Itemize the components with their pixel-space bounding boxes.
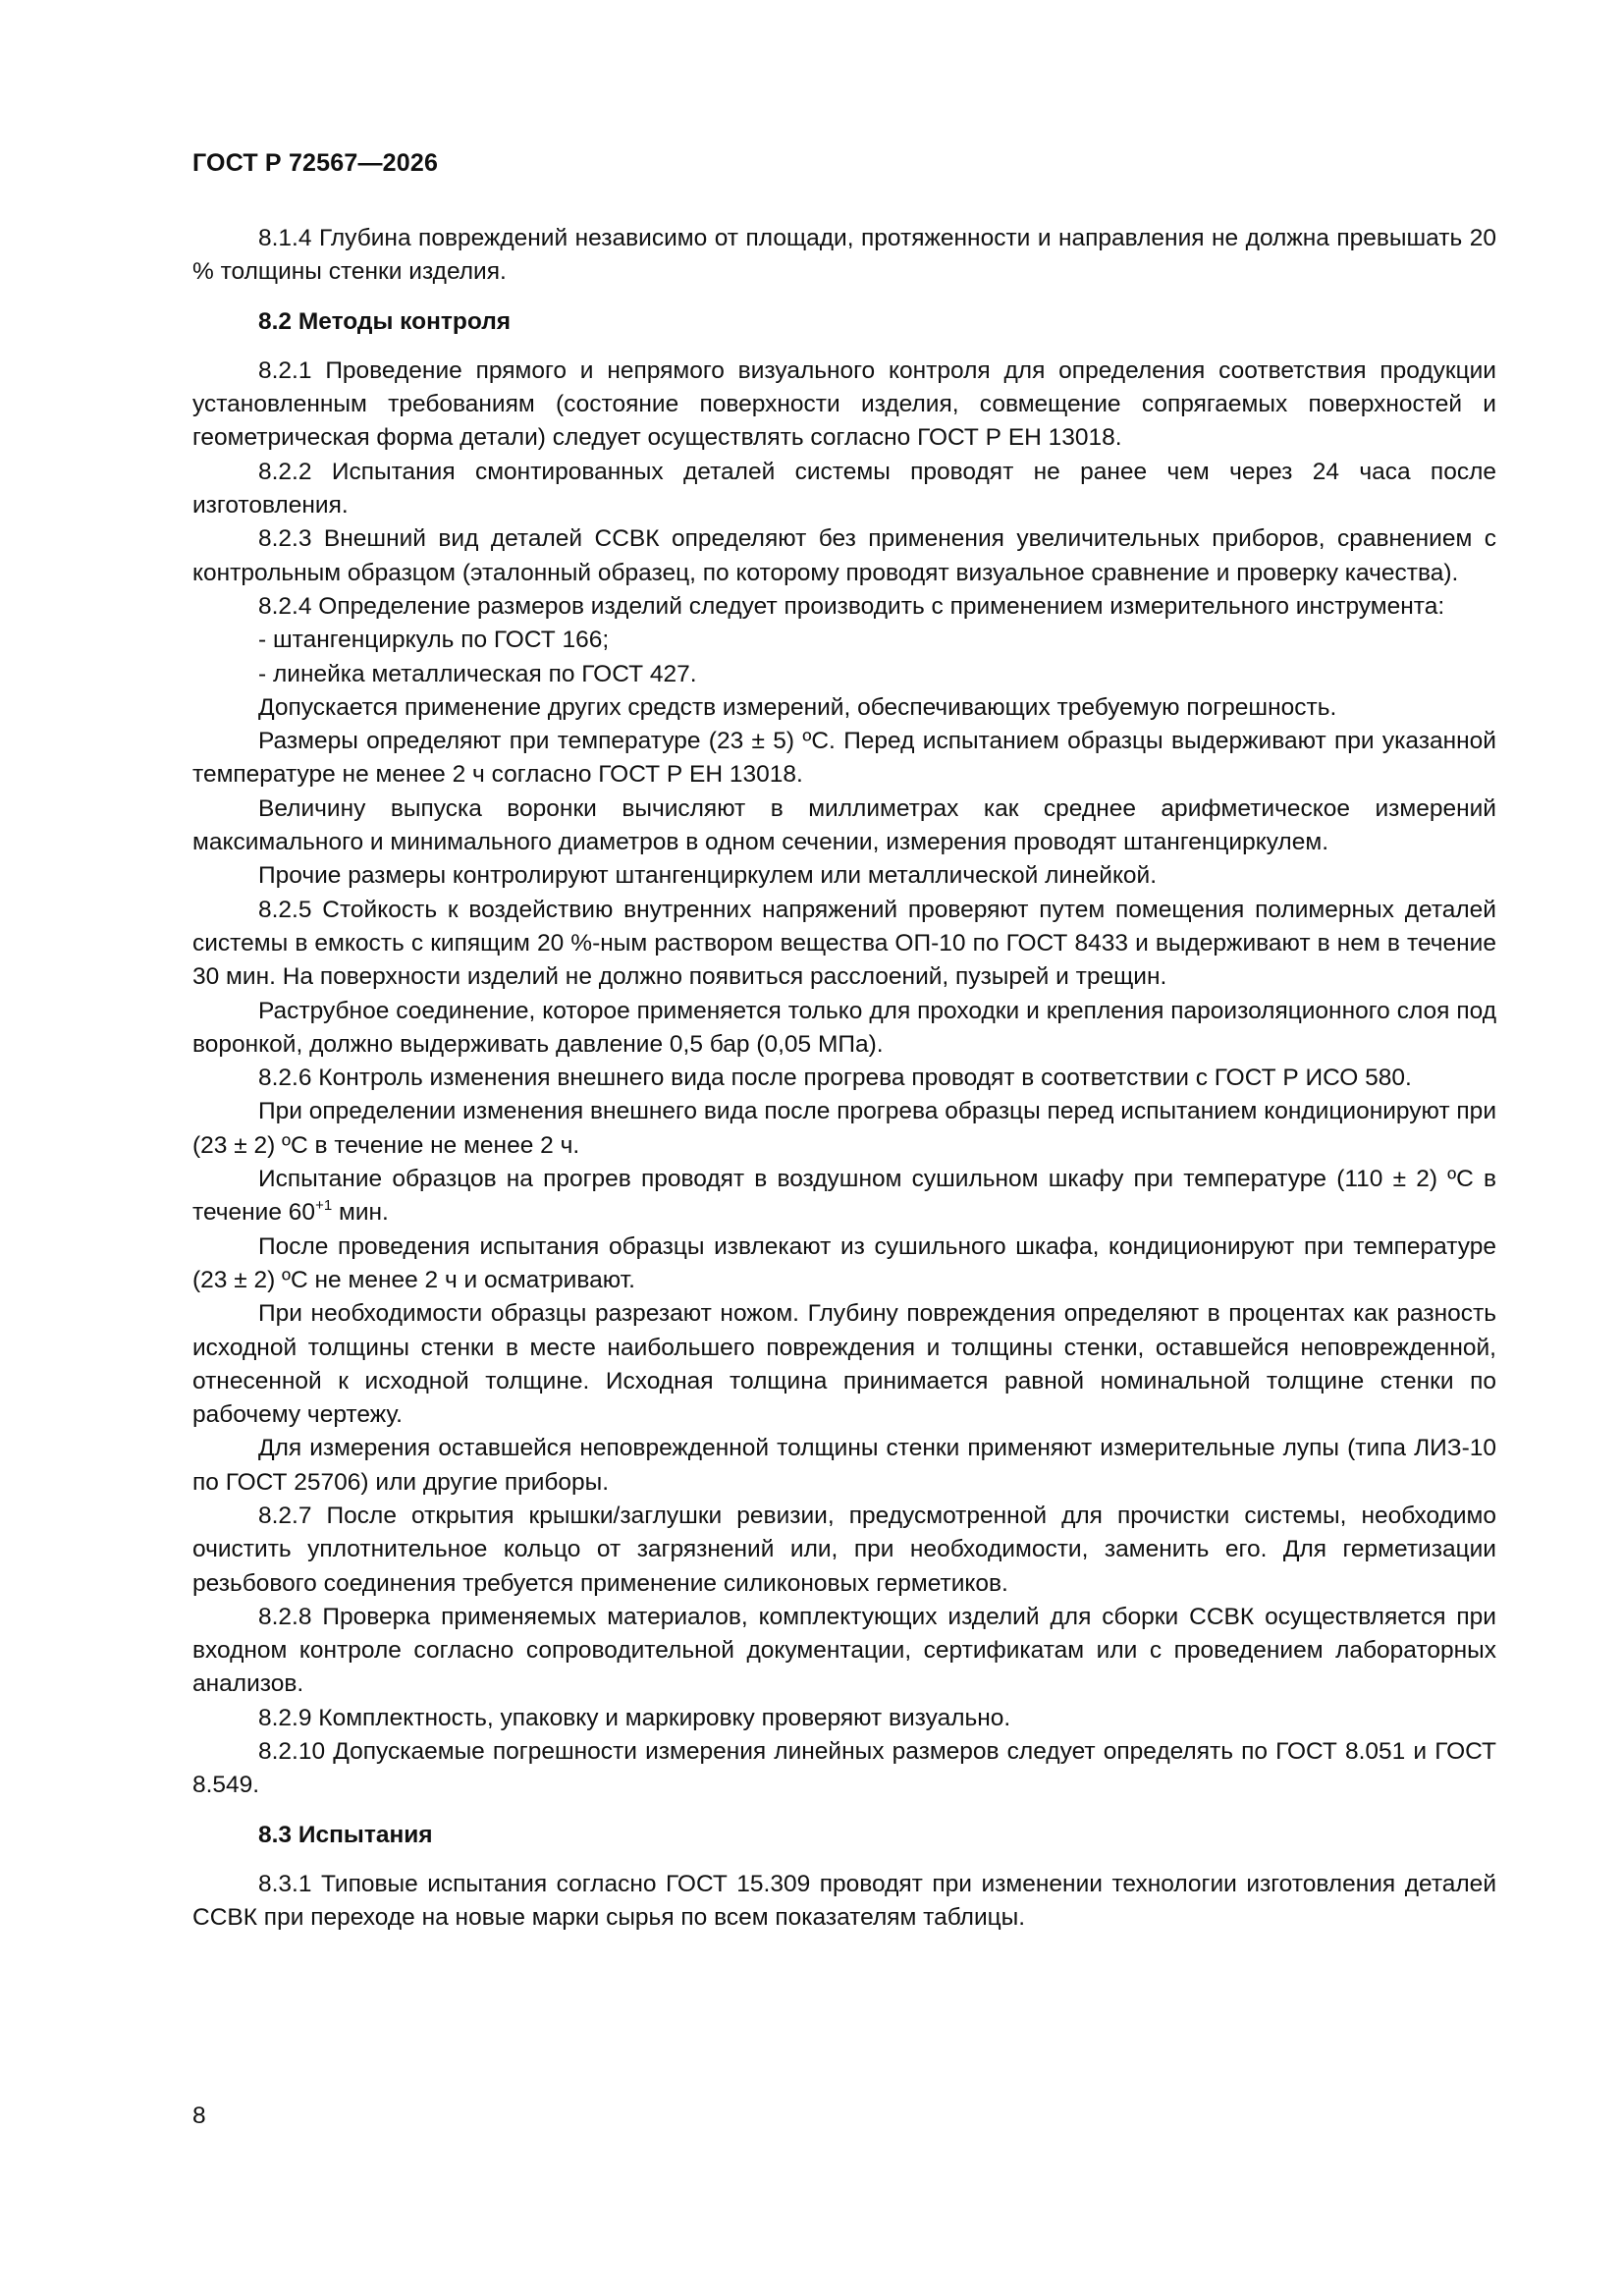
paragraph-8-2-2: 8.2.2 Испытания смонтированных деталей системы проводят не ранее чем через 24 часа после изготовления. — [192, 458, 1496, 519]
paragraph-8-2-5: 8.2.5 Стойкость к воздействию внутренних напряжений проверяют путем помещения полимерных деталей системы в емкость с кипящим 20 %-ным раствором вещества ОП-10 по ГОСТ 8433 и выдерживают в нем в течение 30 мин. На поверхности изделий не должно появиться расслоений, пузырей и трещин. — [192, 896, 1496, 991]
page-number: 8 — [192, 2103, 206, 2129]
heating-text-end: мин. — [332, 1199, 389, 1227]
paragraph-8-2-6-heating — [192, 1163, 1496, 1230]
list-item-ruler: - линейка металлическая по ГОСТ 427. — [258, 660, 697, 687]
heating-superscript: +1 — [315, 1197, 333, 1215]
paragraph-8-2-6-damage-depth: При необходимости образцы разрезают ножом. Глубину повреждения определяют в процентах как разность исходной толщины стенки в месте наибольшего повреждения и толщины стенки, оставшейся неповрежденной, отнесенной к исходной толщине. Исходная толщина принимается равной номинальной толщине стенки по рабочему чертежу. — [192, 1300, 1496, 1429]
paragraph-8-2-10: 8.2.10 Допускаемые погрешности измерения линейных размеров следует определять по ГОСТ 8.051 и ГОСТ 8.549. — [192, 1738, 1496, 1799]
document-body — [192, 222, 1496, 1936]
paragraph-8-2-4: 8.2.4 Определение размеров изделий следует производить с применением измерительного инструмента: — [258, 592, 1445, 620]
paragraph-8-2-4-temperature: Размеры определяют при температуре (23 ± 5) ºС. Перед испытанием образцы выдерживают при указанной температуре не менее 2 ч согласно ГОСТ Р ЕН 13018. — [192, 728, 1496, 789]
heating-text: Испытание образцов на прогрев проводят в воздушном сушильном шкафу при температуре (110 ± 2) ºС в течение 60 — [192, 1166, 1496, 1227]
document-header-id: ГОСТ Р 72567—2026 — [192, 149, 439, 177]
paragraph-8-2-6: 8.2.6 Контроль изменения внешнего вида после прогрева проводят в соответствии с ГОСТ Р ИСО 580. — [258, 1065, 1412, 1092]
paragraph-8-3-1: 8.3.1 Типовые испытания согласно ГОСТ 15.309 проводят при изменении технологии изготовления деталей ССВК при переходе на новые марки сырья по всем показателям таблицы. — [192, 1870, 1496, 1932]
paragraph-8-2-8: 8.2.8 Проверка применяемых материалов, комплектующих изделий для сборки ССВК осуществляется при входном контроле согласно сопроводительной документации, сертификатам или с проведением лабораторных анализов. — [192, 1603, 1496, 1698]
paragraph-8-2-1: 8.2.1 Проведение прямого и непрямого визуального контроля для определения соответствия продукции установленным требованиям (состояние поверхности изделия, совмещение сопрягаемых поверхностей и геометрическая форма детали) следует осуществлять согласно ГОСТ Р ЕН 13018. — [192, 356, 1496, 452]
paragraph-8-2-3: 8.2.3 Внешний вид деталей ССВК определяют без применения увеличительных приборов, сравнением с контрольным образцом (эталонный образец, по которому проводят визуальное сравнение и проверку качества). — [192, 525, 1496, 586]
paragraph-8-2-4-other-sizes: Прочие размеры контролируют штангенциркулем или металлической линейкой. — [258, 862, 1158, 890]
paragraph-8-2-4-other-tools: Допускается применение других средств измерений, обеспечивающих требуемую погрешность. — [258, 693, 1337, 721]
paragraph-8-2-6-conditioning: При определении изменения внешнего вида после прогрева образцы перед испытанием кондиционируют при (23 ± 2) ºС в течение не менее 2 ч. — [192, 1098, 1496, 1159]
section-heading-8-3: 8.3 Испытания — [258, 1821, 433, 1848]
paragraph-8-1-4: 8.1.4 Глубина повреждений независимо от площади, протяженности и направления не должна превышать 20 % толщины стенки изделия. — [192, 225, 1496, 286]
paragraph-8-2-6-after-test: После проведения испытания образцы извлекают из сушильного шкафа, кондиционируют при температуре (23 ± 2) ºС не менее 2 ч и осматривают. — [192, 1232, 1496, 1293]
list-item-caliper: - штангенциркуль по ГОСТ 166; — [258, 627, 610, 654]
paragraph-8-2-9: 8.2.9 Комплектность, упаковку и маркировку проверяют визуально. — [258, 1704, 1011, 1731]
paragraph-8-2-6-magnifiers: Для измерения оставшейся неповрежденной толщины стенки применяют измерительные лупы (типа ЛИЗ-10 по ГОСТ 25706) или другие приборы. — [192, 1435, 1496, 1496]
paragraph-8-2-7: 8.2.7 После открытия крышки/заглушки ревизии, предусмотренной для прочистки системы, необходимо очистить уплотнительное кольцо от загрязнений или, при необходимости, заменить его. Для герметизации резьбового соединения требуется применение силиконовых герметиков. — [192, 1502, 1496, 1597]
paragraph-8-2-4-funnel: Величину выпуска воронки вычисляют в миллиметрах как среднее арифметическое измерений максимального и минимального диаметров в одном сечении, измерения проводят штангенциркулем. — [192, 794, 1496, 856]
section-heading-8-2: 8.2 Методы контроля — [258, 307, 512, 335]
paragraph-8-2-5-socket: Раструбное соединение, которое применяется только для проходки и крепления пароизоляционного слоя под воронкой, должно выдерживать давление 0,5 бар (0,05 МПа). — [192, 997, 1496, 1058]
